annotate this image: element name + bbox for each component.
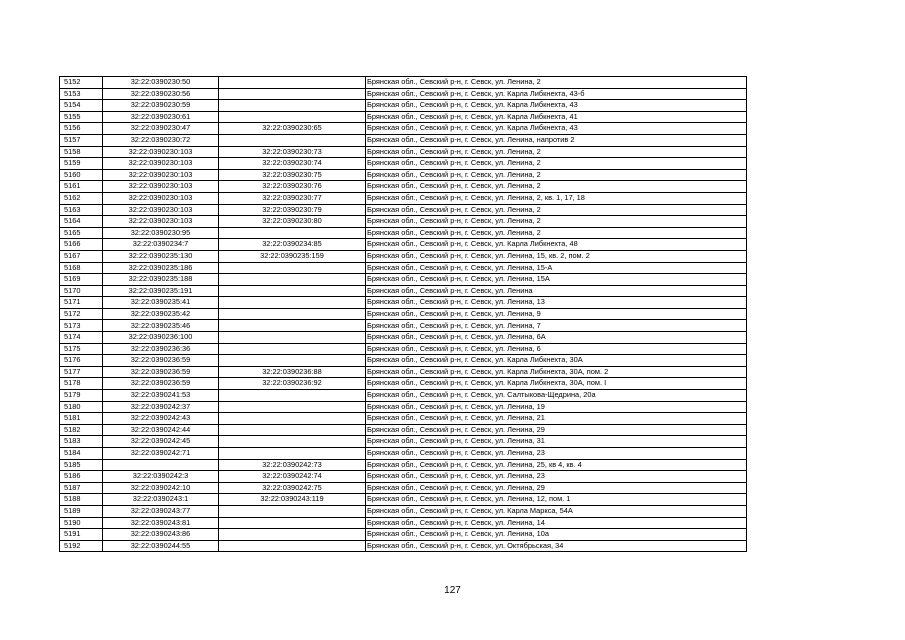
- row-number-cell: 5158: [60, 146, 103, 158]
- object-number-cell: 32:22:0390234:85: [219, 239, 366, 251]
- row-number-cell: 5188: [60, 494, 103, 506]
- cadastral-number-cell: [103, 459, 219, 471]
- table-row: [60, 355, 747, 367]
- row-number-cell: 5161: [60, 181, 103, 193]
- row-number-cell: 5157: [60, 134, 103, 146]
- object-number-cell: [219, 448, 366, 460]
- page-number: 127: [444, 585, 461, 596]
- row-number-cell: 5154: [60, 100, 103, 112]
- object-number-cell: 32:22:0390230:65: [219, 123, 366, 135]
- table-row: [60, 413, 747, 425]
- table-row: [60, 123, 747, 135]
- object-number-cell: 32:22:0390236:92: [219, 378, 366, 390]
- table-row: [60, 401, 747, 413]
- cadastral-number-cell: 32:22:0390230:103: [103, 192, 219, 204]
- object-number-cell: [219, 529, 366, 541]
- table-row: [60, 285, 747, 297]
- address-cell: Брянская обл., Севский р-н, г. Севск, ул. Ленина, напротив 2: [366, 134, 747, 146]
- row-number-cell: 5179: [60, 390, 103, 402]
- cadastral-number-cell: 32:22:0390235:188: [103, 274, 219, 286]
- row-number-cell: 5164: [60, 216, 103, 228]
- cadastral-table: [59, 76, 747, 552]
- cadastral-number-cell: 32:22:0390230:72: [103, 134, 219, 146]
- object-number-cell: 32:22:0390242:75: [219, 482, 366, 494]
- object-number-cell: [219, 332, 366, 344]
- object-number-cell: [219, 134, 366, 146]
- row-number-cell: 5181: [60, 413, 103, 425]
- row-number-cell: 5183: [60, 436, 103, 448]
- object-number-cell: 32:22:0390230:79: [219, 204, 366, 216]
- address-cell: Брянская обл., Севский р-н, г. Севск, ул. Октябрьская, 34: [366, 540, 747, 552]
- object-number-cell: [219, 274, 366, 286]
- object-number-cell: [219, 308, 366, 320]
- cadastral-number-cell: 32:22:0390242:44: [103, 424, 219, 436]
- cadastral-number-cell: 32:22:0390230:103: [103, 169, 219, 181]
- address-cell: Брянская обл., Севский р-н, г. Севск, ул. Ленина, 31: [366, 436, 747, 448]
- object-number-cell: [219, 343, 366, 355]
- cadastral-number-cell: 32:22:0390241:53: [103, 390, 219, 402]
- cadastral-number-cell: 32:22:0390242:71: [103, 448, 219, 460]
- cadastral-number-cell: 32:22:0390230:103: [103, 216, 219, 228]
- cadastral-number-cell: 32:22:0390242:37: [103, 401, 219, 413]
- object-number-cell: [219, 413, 366, 425]
- cadastral-number-cell: 32:22:0390230:103: [103, 181, 219, 193]
- address-cell: Брянская обл., Севский р-н, г. Севск, ул. Ленина, 29: [366, 424, 747, 436]
- table-row: [60, 111, 747, 123]
- cadastral-number-cell: 32:22:0390235:46: [103, 320, 219, 332]
- object-number-cell: [219, 88, 366, 100]
- object-number-cell: [219, 424, 366, 436]
- address-cell: Брянская обл., Севский р-н, г. Севск, ул. Ленина, 2, кв. 1, 17, 18: [366, 192, 747, 204]
- object-number-cell: 32:22:0390230:76: [219, 181, 366, 193]
- row-number-cell: 5167: [60, 250, 103, 262]
- object-number-cell: 32:22:0390236:88: [219, 366, 366, 378]
- address-cell: Брянская обл., Севский р-н, г. Севск, ул. Ленина: [366, 285, 747, 297]
- table-row: [60, 308, 747, 320]
- table-row: [60, 471, 747, 483]
- table-row: [60, 378, 747, 390]
- address-cell: Брянская обл., Севский р-н, г. Севск, ул. Ленина, 25, кв 4, кв. 4: [366, 459, 747, 471]
- table-row: [60, 239, 747, 251]
- table-row: [60, 250, 747, 262]
- cadastral-number-cell: 32:22:0390242:45: [103, 436, 219, 448]
- object-number-cell: [219, 297, 366, 309]
- object-number-cell: 32:22:0390230:73: [219, 146, 366, 158]
- table-row: [60, 181, 747, 193]
- object-number-cell: [219, 517, 366, 529]
- table-row: [60, 192, 747, 204]
- cadastral-number-cell: 32:22:0390230:103: [103, 158, 219, 170]
- address-cell: Брянская обл., Севский р-н, г. Севск, ул. Ленина, 6: [366, 343, 747, 355]
- address-cell: Брянская обл., Севский р-н, г. Севск, ул. Ленина, 13: [366, 297, 747, 309]
- cadastral-number-cell: 32:22:0390230:61: [103, 111, 219, 123]
- table-row: [60, 529, 747, 541]
- table-row: [60, 262, 747, 274]
- row-number-cell: 5165: [60, 227, 103, 239]
- row-number-cell: 5160: [60, 169, 103, 181]
- row-number-cell: 5189: [60, 505, 103, 517]
- address-cell: Брянская обл., Севский р-н, г. Севск, ул. Ленина, 2: [366, 146, 747, 158]
- address-cell: Брянская обл., Севский р-н, г. Севск, ул. Ленина, 2: [366, 181, 747, 193]
- table-row: [60, 448, 747, 460]
- row-number-cell: 5177: [60, 366, 103, 378]
- object-number-cell: 32:22:0390230:75: [219, 169, 366, 181]
- table-row: [60, 390, 747, 402]
- row-number-cell: 5162: [60, 192, 103, 204]
- object-number-cell: 32:22:0390242:73: [219, 459, 366, 471]
- cadastral-number-cell: 32:22:0390230:59: [103, 100, 219, 112]
- cadastral-number-cell: 32:22:0390236:36: [103, 343, 219, 355]
- cadastral-number-cell: 32:22:0390230:47: [103, 123, 219, 135]
- address-cell: Брянская обл., Севский р-н, г. Севск, ул. Ленина, 2: [366, 169, 747, 181]
- address-cell: Брянская обл., Севский р-н, г. Севск, ул. Ленина, 23: [366, 448, 747, 460]
- row-number-cell: 5182: [60, 424, 103, 436]
- row-number-cell: 5170: [60, 285, 103, 297]
- cadastral-number-cell: 32:22:0390242:43: [103, 413, 219, 425]
- table-row: [60, 297, 747, 309]
- address-cell: Брянская обл., Севский р-н, г. Севск, ул. Карла Либкнехта, 41: [366, 111, 747, 123]
- cadastral-number-cell: 32:22:0390236:59: [103, 355, 219, 367]
- row-number-cell: 5175: [60, 343, 103, 355]
- cadastral-number-cell: 32:22:0390242:10: [103, 482, 219, 494]
- row-number-cell: 5180: [60, 401, 103, 413]
- address-cell: Брянская обл., Севский р-н, г. Севск, ул. Карла Либкнехта, 43-б: [366, 88, 747, 100]
- object-number-cell: 32:22:0390230:80: [219, 216, 366, 228]
- address-cell: Брянская обл., Севский р-н, г. Севск, ул. Карла Либкнехта, 30А, пом. 2: [366, 366, 747, 378]
- cadastral-number-cell: 32:22:0390230:95: [103, 227, 219, 239]
- object-number-cell: [219, 227, 366, 239]
- cadastral-number-cell: 32:22:0390243:77: [103, 505, 219, 517]
- table-row: [60, 494, 747, 506]
- address-cell: Брянская обл., Севский р-н, г. Севск, ул. Ленина, 2: [366, 158, 747, 170]
- row-number-cell: 5190: [60, 517, 103, 529]
- object-number-cell: [219, 111, 366, 123]
- row-number-cell: 5185: [60, 459, 103, 471]
- address-cell: Брянская обл., Севский р-н, г. Севск, ул. Ленина, 15, кв. 2, пом. 2: [366, 250, 747, 262]
- cadastral-number-cell: 32:22:0390243:81: [103, 517, 219, 529]
- row-number-cell: 5186: [60, 471, 103, 483]
- row-number-cell: 5169: [60, 274, 103, 286]
- table-row: [60, 459, 747, 471]
- table-row: [60, 169, 747, 181]
- cadastral-number-cell: 32:22:0390234:7: [103, 239, 219, 251]
- table-row: [60, 424, 747, 436]
- table-row: [60, 540, 747, 552]
- object-number-cell: [219, 540, 366, 552]
- table-row: [60, 332, 747, 344]
- address-cell: Брянская обл., Севский р-н, г. Севск, ул. Ленина, 6А: [366, 332, 747, 344]
- row-number-cell: 5187: [60, 482, 103, 494]
- row-number-cell: 5184: [60, 448, 103, 460]
- address-cell: Брянская обл., Севский р-н, г. Севск, ул. Карла Маркса, 54А: [366, 505, 747, 517]
- row-number-cell: 5168: [60, 262, 103, 274]
- row-number-cell: 5192: [60, 540, 103, 552]
- object-number-cell: 32:22:0390242:74: [219, 471, 366, 483]
- address-cell: Брянская обл., Севский р-н, г. Севск, ул. Карла Либкнехта, 30А: [366, 355, 747, 367]
- address-cell: Брянская обл., Севский р-н, г. Севск, ул. Карла Либкнехта, 43: [366, 100, 747, 112]
- cadastral-number-cell: 32:22:0390235:130: [103, 250, 219, 262]
- row-number-cell: 5172: [60, 308, 103, 320]
- address-cell: Брянская обл., Севский р-н, г. Севск, ул. Карла Либкнехта, 48: [366, 239, 747, 251]
- address-cell: Брянская обл., Севский р-н, г. Севск, ул. Ленина, 10а: [366, 529, 747, 541]
- cadastral-number-cell: 32:22:0390230:56: [103, 88, 219, 100]
- object-number-cell: 32:22:0390243:119: [219, 494, 366, 506]
- table-row: [60, 158, 747, 170]
- cadastral-number-cell: 32:22:0390243:86: [103, 529, 219, 541]
- address-cell: Брянская обл., Севский р-н, г. Севск, ул. Ленина, 21: [366, 413, 747, 425]
- table-row: [60, 517, 747, 529]
- row-number-cell: 5155: [60, 111, 103, 123]
- cadastral-number-cell: 32:22:0390236:100: [103, 332, 219, 344]
- table-row: [60, 204, 747, 216]
- cadastral-number-cell: 32:22:0390235:191: [103, 285, 219, 297]
- table-row: [60, 320, 747, 332]
- address-cell: Брянская обл., Севский р-н, г. Севск, ул. Ленина, 2: [366, 77, 747, 89]
- object-number-cell: [219, 320, 366, 332]
- table-row: [60, 146, 747, 158]
- object-number-cell: [219, 390, 366, 402]
- address-cell: Брянская обл., Севский р-н, г. Севск, ул. Ленина, 2: [366, 227, 747, 239]
- address-cell: Брянская обл., Севский р-н, г. Севск, ул. Салтыкова-Щедрина, 20а: [366, 390, 747, 402]
- address-cell: Брянская обл., Севский р-н, г. Севск, ул. Ленина, 15-А: [366, 262, 747, 274]
- cadastral-number-cell: 32:22:0390230:103: [103, 204, 219, 216]
- object-number-cell: 32:22:0390230:74: [219, 158, 366, 170]
- row-number-cell: 5191: [60, 529, 103, 541]
- cadastral-number-cell: 32:22:0390230:50: [103, 77, 219, 89]
- table-row: [60, 366, 747, 378]
- table-row: [60, 482, 747, 494]
- row-number-cell: 5156: [60, 123, 103, 135]
- object-number-cell: [219, 355, 366, 367]
- object-number-cell: [219, 100, 366, 112]
- row-number-cell: 5173: [60, 320, 103, 332]
- row-number-cell: 5178: [60, 378, 103, 390]
- table-row: [60, 343, 747, 355]
- address-cell: Брянская обл., Севский р-н, г. Севск, ул. Ленина, 23: [366, 471, 747, 483]
- table-row: [60, 436, 747, 448]
- table-row: [60, 77, 747, 89]
- object-number-cell: [219, 436, 366, 448]
- cadastral-number-cell: 32:22:0390244:55: [103, 540, 219, 552]
- table-row: [60, 505, 747, 517]
- address-cell: Брянская обл., Севский р-н, г. Севск, ул. Ленина, 15А: [366, 274, 747, 286]
- cadastral-number-cell: 32:22:0390236:59: [103, 378, 219, 390]
- object-number-cell: [219, 505, 366, 517]
- object-number-cell: [219, 285, 366, 297]
- row-number-cell: 5176: [60, 355, 103, 367]
- table-row: [60, 216, 747, 228]
- cadastral-number-cell: 32:22:0390236:59: [103, 366, 219, 378]
- address-cell: Брянская обл., Севский р-н, г. Севск, ул. Карла Либкнехта, 43: [366, 123, 747, 135]
- row-number-cell: 5166: [60, 239, 103, 251]
- row-number-cell: 5163: [60, 204, 103, 216]
- address-cell: Брянская обл., Севский р-н, г. Севск, ул. Ленина, 12, пом. 1: [366, 494, 747, 506]
- object-number-cell: [219, 77, 366, 89]
- row-number-cell: 5174: [60, 332, 103, 344]
- address-cell: Брянская обл., Севский р-н, г. Севск, ул. Ленина, 9: [366, 308, 747, 320]
- address-cell: Брянская обл., Севский р-н, г. Севск, ул. Ленина, 7: [366, 320, 747, 332]
- table-row: [60, 227, 747, 239]
- cadastral-number-cell: 32:22:0390242:3: [103, 471, 219, 483]
- row-number-cell: 5171: [60, 297, 103, 309]
- address-cell: Брянская обл., Севский р-н, г. Севск, ул. Карла Либкнехта, 30А, пом. I: [366, 378, 747, 390]
- object-number-cell: 32:22:0390230:77: [219, 192, 366, 204]
- object-number-cell: [219, 401, 366, 413]
- row-number-cell: 5159: [60, 158, 103, 170]
- address-cell: Брянская обл., Севский р-н, г. Севск, ул. Ленина, 19: [366, 401, 747, 413]
- table-body: [60, 77, 747, 552]
- address-cell: Брянская обл., Севский р-н, г. Севск, ул. Ленина, 2: [366, 204, 747, 216]
- cadastral-number-cell: 32:22:0390243:1: [103, 494, 219, 506]
- table-row: [60, 134, 747, 146]
- table-row: [60, 100, 747, 112]
- address-cell: Брянская обл., Севский р-н, г. Севск, ул. Ленина, 14: [366, 517, 747, 529]
- cadastral-number-cell: 32:22:0390235:186: [103, 262, 219, 274]
- object-number-cell: [219, 262, 366, 274]
- row-number-cell: 5153: [60, 88, 103, 100]
- table-row: [60, 274, 747, 286]
- cadastral-number-cell: 32:22:0390235:42: [103, 308, 219, 320]
- address-cell: Брянская обл., Севский р-н, г. Севск, ул. Ленина, 29: [366, 482, 747, 494]
- object-number-cell: 32:22:0390235:159: [219, 250, 366, 262]
- cadastral-number-cell: 32:22:0390230:103: [103, 146, 219, 158]
- address-cell: Брянская обл., Севский р-н, г. Севск, ул. Ленина, 2: [366, 216, 747, 228]
- table-row: [60, 88, 747, 100]
- cadastral-number-cell: 32:22:0390235:41: [103, 297, 219, 309]
- row-number-cell: 5152: [60, 77, 103, 89]
